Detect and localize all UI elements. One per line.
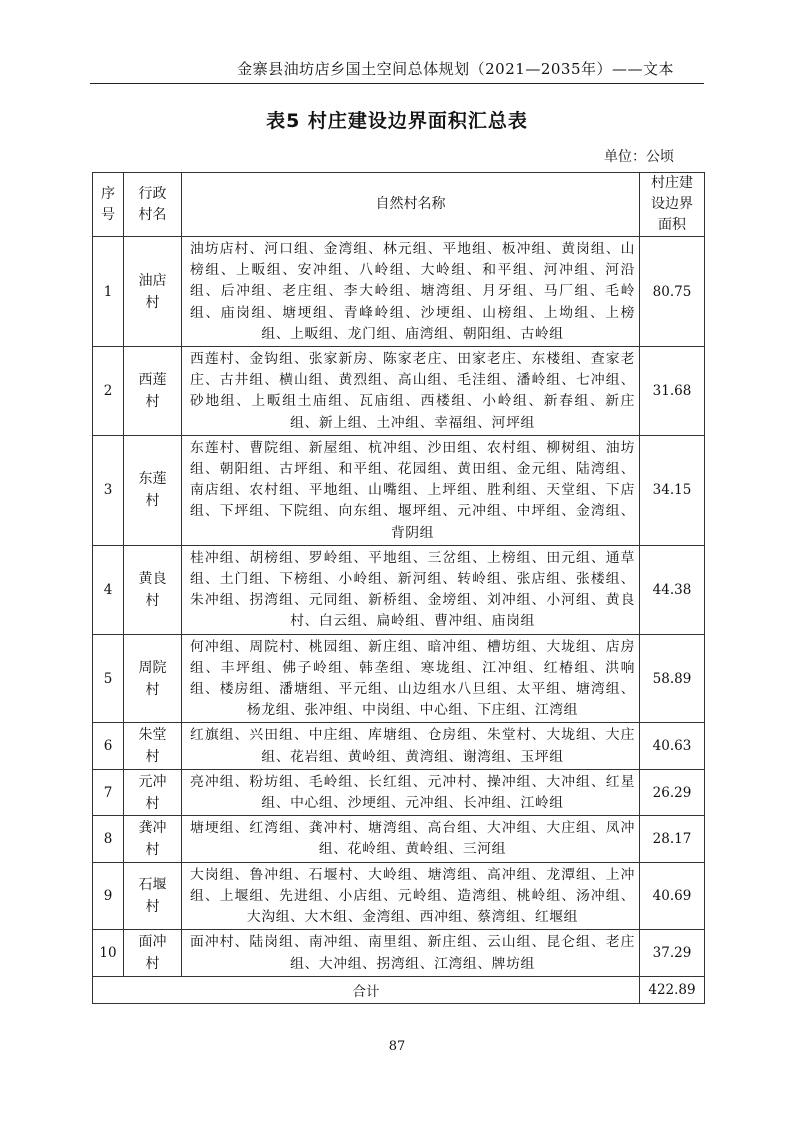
column-header-seq: 序号 [93, 173, 124, 237]
column-header-natural-villages: 自然村名称 [182, 173, 640, 237]
table-row [93, 930, 705, 976]
row-admin-village: 油店村 [138, 272, 167, 311]
village-boundary-table [92, 172, 705, 1004]
running-header: 金寨县油坊店乡国土空间总体规划（2021—2035年）——文本 [237, 60, 674, 78]
row-natural-villages: 西莲村、金钩组、张家新房、陈家老庄、田家老庄、东楼组、查家老庄、古井组、横山组、黄烈组、高山组、毛洼组、潘岭组、七冲组、砂地组、上畈组土庙组、瓦庙组、西楼组、小岭组、新春组、新庄组、新上组、土冲组、幸福组、河坪组 [182, 347, 640, 436]
row-admin-village-cell [124, 769, 182, 815]
table-row [93, 545, 705, 634]
row-natural-villages: 红旗组、兴田组、中庄组、库塘组、仓房组、朱堂村、大垅组、大庄组、花岩组、黄岭组、黄湾组、谢湾组、玉坪组 [182, 723, 640, 769]
table-row [93, 634, 705, 723]
row-admin-village: 周院村 [138, 659, 167, 698]
row-seq: 1 [93, 237, 124, 347]
row-area: 58.89 [640, 634, 705, 723]
total-label: 合计 [93, 976, 640, 1003]
row-area: 44.38 [640, 545, 705, 634]
row-area: 40.63 [640, 723, 705, 769]
row-admin-village-cell [124, 634, 182, 723]
row-area: 37.29 [640, 930, 705, 976]
row-natural-villages: 面冲村、陆岗组、南冲组、南里组、新庄组、云山组、昆仑组、老庄组、大冲组、拐湾组、江湾组、牌坊组 [182, 930, 640, 976]
row-seq: 2 [93, 347, 124, 436]
table-row [93, 816, 705, 862]
row-area: 31.68 [640, 347, 705, 436]
page-number: 87 [388, 1039, 406, 1054]
row-area: 34.15 [640, 435, 705, 545]
row-admin-village-cell [124, 237, 182, 347]
row-area: 26.29 [640, 769, 705, 815]
row-admin-village-cell [124, 723, 182, 769]
table-row [93, 862, 705, 930]
total-row [93, 976, 705, 1003]
table-row [93, 237, 705, 347]
row-seq: 6 [93, 723, 124, 769]
row-natural-villages: 东莲村、曹院组、新屋组、杭冲组、沙田组、农村组、柳树组、油坊组、朝阳组、古坪组、和平组、花园组、黄田组、金元组、陆湾组、南店组、农村组、平地组、山嘴组、上坪组、胜利组、天堂组、下店组、下坪组、下院组、向东组、堰坪组、元冲组、中坪组、金湾组、背阴组 [182, 435, 640, 545]
row-admin-village: 面冲村 [138, 934, 167, 972]
row-seq: 7 [93, 769, 124, 815]
row-admin-village-cell [124, 816, 182, 862]
table-row [93, 769, 705, 815]
row-admin-village-cell [124, 862, 182, 930]
header-rule [90, 83, 704, 84]
row-natural-villages: 大岗组、鲁冲组、石堰村、大岭组、塘湾组、高冲组、龙潭组、上冲组、上堰组、先进组、小店组、元岭组、造湾组、桃岭组、汤冲组、大沟组、大木组、金湾组、西冲组、蔡湾组、红堰组 [182, 862, 640, 930]
row-admin-village: 朱堂村 [138, 727, 167, 766]
row-admin-village: 石堰村 [138, 876, 167, 915]
row-natural-villages: 油坊店村、河口组、金湾组、林元组、平地组、板冲组、黄岗组、山榜组、上畈组、安冲组、八岭组、大岭组、和平组、河冲组、河沿组、后冲组、老庄组、李大岭组、塘湾组、月牙组、马厂组、毛岭组、庙岗组、塘埂组、青峰岭组、沙埂组、山榜组、上坳组、上榜组、上畈组、龙门组、庙湾组、朝阳组、古岭组 [182, 237, 640, 347]
row-area: 80.75 [640, 237, 705, 347]
row-admin-village: 龚冲村 [138, 819, 167, 858]
table-row [93, 347, 705, 436]
row-admin-village-cell [124, 435, 182, 545]
table-row [93, 723, 705, 769]
row-admin-village: 东莲村 [138, 471, 167, 510]
row-seq: 5 [93, 634, 124, 723]
total-value: 422.89 [640, 976, 705, 1003]
row-admin-village-cell [124, 930, 182, 976]
row-admin-village: 黄良村 [138, 570, 167, 609]
row-natural-villages: 塘埂组、红湾组、龚冲村、塘湾组、高台组、大冲组、大庄组、凤冲组、花岭组、黄岭组、三河组 [182, 816, 640, 862]
column-header-area: 村庄建设边界面积 [640, 173, 705, 237]
row-admin-village: 西莲村 [138, 371, 167, 410]
row-admin-village: 元冲村 [138, 773, 167, 812]
table-row [93, 435, 705, 545]
unit-label: 单位：公顷 [604, 149, 674, 165]
row-seq: 4 [93, 545, 124, 634]
row-natural-villages: 亮冲组、粉坊组、毛岭组、长红组、元冲村、操冲组、大冲组、红星组、中心组、沙埂组、元冲组、长冲组、江岭组 [182, 769, 640, 815]
row-natural-villages: 桂冲组、胡榜组、罗岭组、平地组、三岔组、上榜组、田元组、通草组、土门组、下榜组、小岭组、新河组、转岭组、张店组、张楼组、朱冲组、拐湾组、元同组、新桥组、金塝组、刘冲组、小河组、黄良村、白云组、扁岭组、曹冲组、庙岗组 [182, 545, 640, 634]
row-area: 28.17 [640, 816, 705, 862]
column-header-admin-village: 行政村名 [124, 173, 182, 237]
table-header-row [93, 173, 705, 237]
table-title: 表5 村庄建设边界面积汇总表 [266, 110, 528, 132]
row-seq: 3 [93, 435, 124, 545]
row-seq: 10 [93, 930, 124, 976]
row-seq: 8 [93, 816, 124, 862]
row-seq: 9 [93, 862, 124, 930]
row-area: 40.69 [640, 862, 705, 930]
row-admin-village-cell [124, 347, 182, 436]
row-natural-villages: 何冲组、周院村、桃园组、新庄组、暗冲组、槽坊组、大垅组、店房组、丰坪组、佛子岭组、韩垄组、寒垅组、江冲组、红椿组、洪响组、楼房组、潘塘组、平元组、山边组水八旦组、太平组、塘湾组、杨龙组、张冲组、中岗组、中心组、下庄组、江湾组 [182, 634, 640, 723]
row-admin-village-cell [124, 545, 182, 634]
